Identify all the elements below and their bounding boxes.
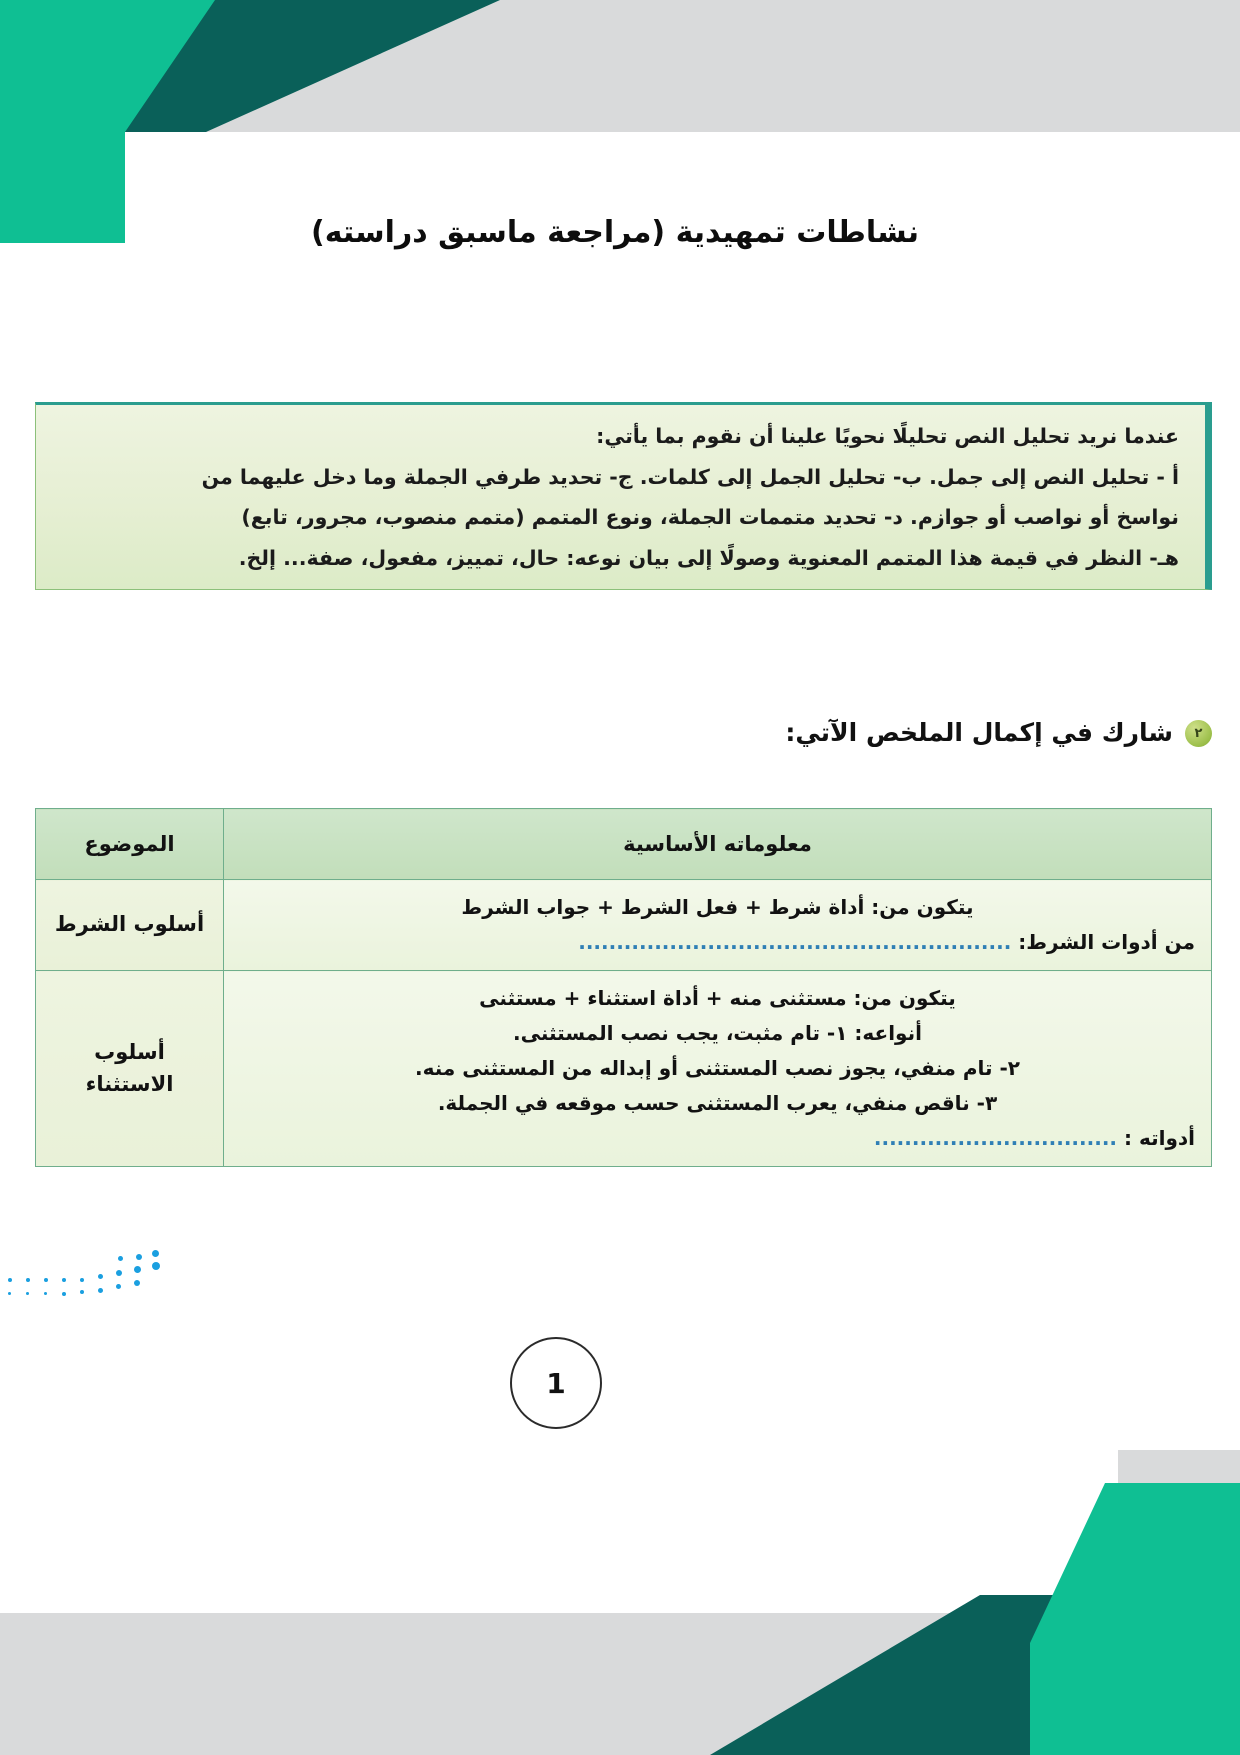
- answer-blank[interactable]: .........................................................: [578, 930, 1019, 954]
- decorative-dot: [26, 1292, 29, 1295]
- info-line: ٣- ناقص منفي، يعرب المستثنى حسب موقعه في الجملة.: [437, 1091, 998, 1115]
- column-header-subject: الموضوع: [36, 809, 224, 880]
- table-cell-info: [224, 880, 1212, 971]
- decorative-dot: [8, 1292, 11, 1295]
- decorative-dot: [118, 1256, 123, 1261]
- decorative-dot: [136, 1254, 142, 1260]
- info-box: [35, 402, 1212, 590]
- table-row: [36, 880, 1212, 971]
- decorative-dot: [134, 1266, 141, 1273]
- decorative-dot: [98, 1288, 103, 1293]
- decorative-dot: [80, 1278, 84, 1282]
- decorative-dot: [116, 1284, 121, 1289]
- question-number-badge: ٢: [1185, 720, 1212, 747]
- decorative-dot: [152, 1262, 160, 1270]
- info-line: يتكون من: أداة شرط + فعل الشرط + جواب الشرط: [461, 895, 974, 919]
- page-number: 1: [510, 1337, 602, 1429]
- bottom-white-strip: [0, 1413, 1118, 1613]
- decorative-dot: [134, 1280, 140, 1286]
- decorative-dot: [8, 1278, 12, 1282]
- table-cell-subject: أسلوب الاستثناء: [36, 971, 224, 1167]
- table-header: [36, 809, 1212, 880]
- info-line: ٢- تام منفي، يجوز نصب المستثنى أو إبداله من المستثنى منه.: [414, 1056, 1021, 1080]
- summary-table-wrapper: [35, 808, 1212, 1167]
- decorative-dot: [44, 1292, 47, 1295]
- summary-table: [35, 808, 1212, 1167]
- table-body: [36, 880, 1212, 1167]
- decorative-dot: [152, 1250, 159, 1257]
- info-line: يتكون من: مستثنى منه + أداة استثناء + مستثنى: [479, 986, 956, 1010]
- decorative-dot: [80, 1290, 84, 1294]
- table-header-row: [36, 809, 1212, 880]
- decorative-dot: [62, 1292, 66, 1296]
- decorative-dots: [0, 1248, 180, 1303]
- info-line: أنواعه: ١- تام مثبت، يجب نصب المستثنى.: [513, 1021, 922, 1045]
- info-box-line-3: نواسخ أو نواصب أو جوازم. د- تحديد متممات الجملة، ونوع المتمم (متمم منصوب، مجرور، تابع): [241, 505, 1179, 530]
- decorative-dot: [26, 1278, 30, 1282]
- column-header-info: معلوماته الأساسية: [224, 809, 1212, 880]
- page-title: نشاطات تمهيدية (مراجعة ماسبق دراسته): [311, 215, 919, 250]
- info-line: أدواته : ................................: [873, 1126, 1195, 1150]
- decorative-dot: [116, 1270, 122, 1276]
- info-box-line-1: عندما نريد تحليل النص تحليلًا نحويًا علينا أن نقوم بما يأتي:: [596, 424, 1179, 448]
- table-row: [36, 971, 1212, 1167]
- decorative-dot: [44, 1278, 48, 1282]
- table-cell-subject: أسلوب الشرط: [36, 880, 224, 971]
- decorative-dot: [62, 1278, 66, 1282]
- info-line: من أدوات الشرط: .........................................................: [578, 930, 1195, 954]
- decorative-dot: [98, 1274, 103, 1279]
- question-row: [35, 718, 1212, 748]
- top-white-strip: [125, 132, 1240, 172]
- info-box-line-2: أ - تحليل النص إلى جمل. ب- تحليل الجمل إلى كلمات. ج- تحديد طرفي الجملة وما دخل عليهما من: [201, 464, 1179, 489]
- info-box-line-4: هـ- النظر في قيمة هذا المتمم المعنوية وصولًا إلى بيان نوعه: حال، تمييز، مفعول، صفة... إلخ.: [238, 546, 1179, 571]
- question-text: شارك في إكمال الملخص الآتي:: [785, 718, 1173, 747]
- table-cell-info: [224, 971, 1212, 1167]
- answer-blank[interactable]: ................................: [873, 1126, 1124, 1150]
